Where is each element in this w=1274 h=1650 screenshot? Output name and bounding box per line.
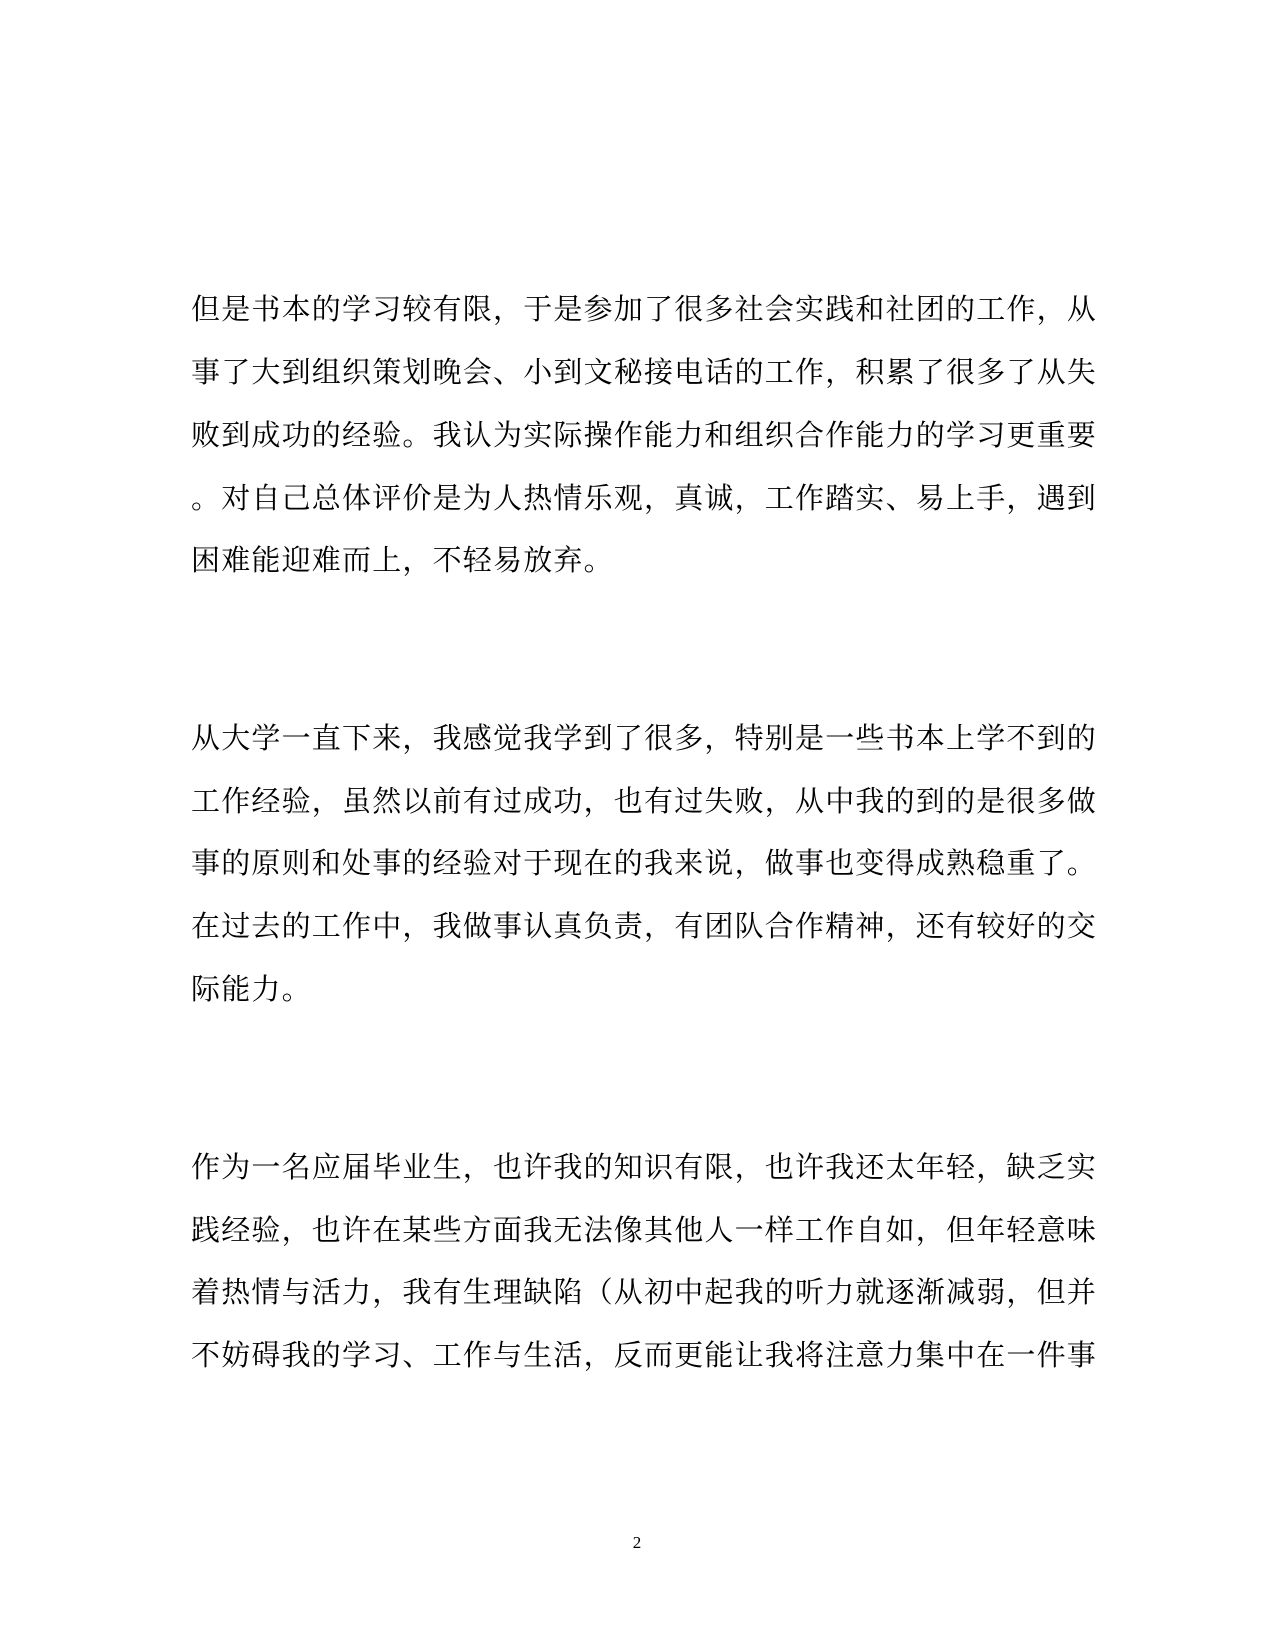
paragraph-1-line-1: 但是书本的学习较有限，于是参加了很多社会实践和社团的工作，从 — [191, 292, 1098, 326]
paragraph-2-line-3: 事的原则和处事的经验对于现在的我来说，做事也变得成熟稳重了。 — [191, 846, 1098, 880]
page-number: 2 — [632, 1533, 642, 1552]
paragraph-1-line-3: 败到成功的经验。我认为实际操作能力和组织合作能力的学习更重要 — [191, 418, 1098, 452]
paragraph-1-line-2: 事了大到组织策划晚会、小到文秘接电话的工作，积累了很多了从失 — [191, 355, 1098, 389]
paragraph-2-line-4: 在过去的工作中，我做事认真负责，有团队合作精神，还有较好的交 — [191, 909, 1098, 943]
paragraph-2-line-2: 工作经验，虽然以前有过成功，也有过失败，从中我的到的是很多做 — [191, 784, 1098, 818]
paragraph-3-line-2: 践经验，也许在某些方面我无法像其他人一样工作自如，但年轻意味 — [191, 1213, 1098, 1247]
paragraph-1-line-5: 困难能迎难而上，不轻易放弃。 — [191, 543, 614, 577]
paragraph-1-line-4: 。对自己总体评价是为人热情乐观，真诚，工作踏实、易上手，遇到 — [191, 481, 1098, 515]
paragraph-3-line-3: 着热情与活力，我有生理缺陷（从初中起我的听力就逐渐减弱，但并 — [191, 1275, 1098, 1309]
paragraph-2-line-5: 际能力。 — [191, 972, 312, 1006]
paragraph-3-line-4: 不妨碍我的学习、工作与生活，反而更能让我将注意力集中在一件事 — [191, 1338, 1098, 1372]
paragraph-2-line-1: 从大学一直下来，我感觉我学到了很多，特别是一些书本上学不到的 — [191, 721, 1098, 755]
paragraph-3-line-1: 作为一名应届毕业生，也许我的知识有限，也许我还太年轻，缺乏实 — [191, 1150, 1098, 1184]
